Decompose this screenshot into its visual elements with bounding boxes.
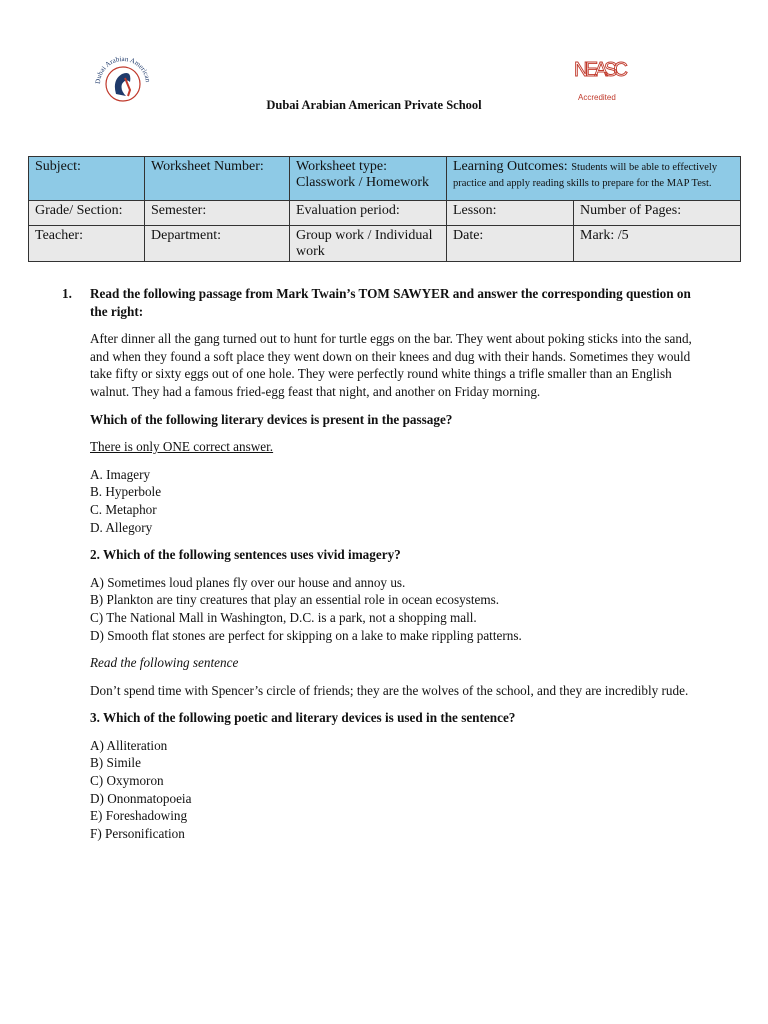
worksheet-info-table [28, 156, 741, 262]
passage-text: After dinner all the gang turned out to hunt for turtle eggs on the bar. They went about poking sticks into the sand, and when they found a soft place they went down on their knees and dug with their hands. Sometimes they would take fifty or sixty eggs out of one hole. They were perfectly round white things a trifle smaller than an English walnut. They had a famous fried-egg feast that night, and another on Friday morning. [90, 331, 692, 399]
logo-right-sub: Accredited [578, 93, 616, 102]
worksheet-type-label: Worksheet type: [296, 159, 388, 174]
question-2-option[interactable]: A) Sometimes loud planes fly over our house and annoy us. [90, 574, 406, 590]
worksheet-number-cell: Worksheet Number: [145, 157, 290, 201]
group-work-cell: Group work / Individual work [290, 226, 447, 262]
question-1-option[interactable]: A. Imagery [90, 466, 151, 482]
grade-section-cell: Grade/ Section: [29, 201, 145, 226]
teacher-cell: Teacher: [29, 226, 145, 262]
question-3-option[interactable]: E) Foreshadowing [90, 808, 188, 824]
question-2-option[interactable]: B) Plankton are tiny creatures that play an essential role in ocean ecosystems. [90, 592, 500, 608]
department-cell: Department: [145, 226, 290, 262]
learning-outcomes-cell [447, 157, 741, 201]
question-3-sentence: Don’t spend time with Spencer’s circle of friends; they are the wolves of the school, and they are incredibly rude. [90, 682, 689, 698]
learning-outcomes-label: Learning Outcomes: [453, 159, 568, 174]
question-1-text: Which of the following literary devices is present in the passage? [90, 411, 453, 427]
accreditation-logo [568, 52, 634, 104]
question-3-option[interactable]: C) Oxymoron [90, 773, 164, 789]
date-cell: Date: [447, 226, 574, 262]
mark-cell: Mark: /5 [574, 226, 741, 262]
question-2-text: 2. Which of the following sentences uses vivid imagery? [90, 547, 401, 563]
question-1-instruction [62, 285, 692, 320]
question-3-lead: Read the following sentence [90, 655, 239, 671]
question-2-option[interactable]: C) The National Mall in Washington, D.C. is a park, not a shopping mall. [90, 609, 477, 625]
question-1-note: There is only ONE correct answer. [90, 439, 274, 455]
worksheet-content [62, 285, 692, 842]
evaluation-period-cell: Evaluation period: [290, 201, 447, 226]
question-1-option[interactable]: C. Metaphor [90, 501, 157, 517]
logo-right-text: NEASC [574, 59, 628, 81]
question-1-option[interactable]: D. Allegory [90, 519, 153, 535]
question-1-options [90, 466, 692, 536]
logo-left-text: Dubai Arabian American [93, 54, 152, 85]
question-1-instruction-text: Read the following passage from Mark Twain’s TOM SAWYER and answer the corresponding question on the right: [90, 286, 691, 319]
school-name: Dubai Arabian American Private School [266, 98, 482, 112]
question-3-option[interactable]: A) Alliteration [90, 737, 168, 753]
worksheet-type-value: Classwork / Homework [296, 175, 429, 190]
learning-outcomes-text: Students will be able to effectively practice and apply reading skills to prepare for the MAP Test. [453, 162, 718, 189]
semester-cell: Semester: [145, 201, 290, 226]
question-1-number: 1. [62, 286, 72, 301]
question-3-option[interactable]: B) Simile [90, 755, 141, 771]
question-1-option[interactable]: B. Hyperbole [90, 484, 162, 500]
number-of-pages-cell: Number of Pages: [574, 201, 741, 226]
question-3-options [90, 737, 692, 843]
worksheet-type-cell [290, 157, 447, 201]
subject-cell: Subject: [29, 157, 145, 201]
question-3-text: 3. Which of the following poetic and literary devices is used in the sentence? [90, 710, 516, 726]
question-3-option[interactable]: F) Personification [90, 825, 185, 841]
question-3-option[interactable]: D) Ononmatopoeia [90, 790, 192, 806]
question-2-option[interactable]: D) Smooth flat stones are perfect for skipping on a lake to make rippling patterns. [90, 627, 522, 643]
lesson-cell: Lesson: [447, 201, 574, 226]
question-2-options [90, 574, 692, 644]
